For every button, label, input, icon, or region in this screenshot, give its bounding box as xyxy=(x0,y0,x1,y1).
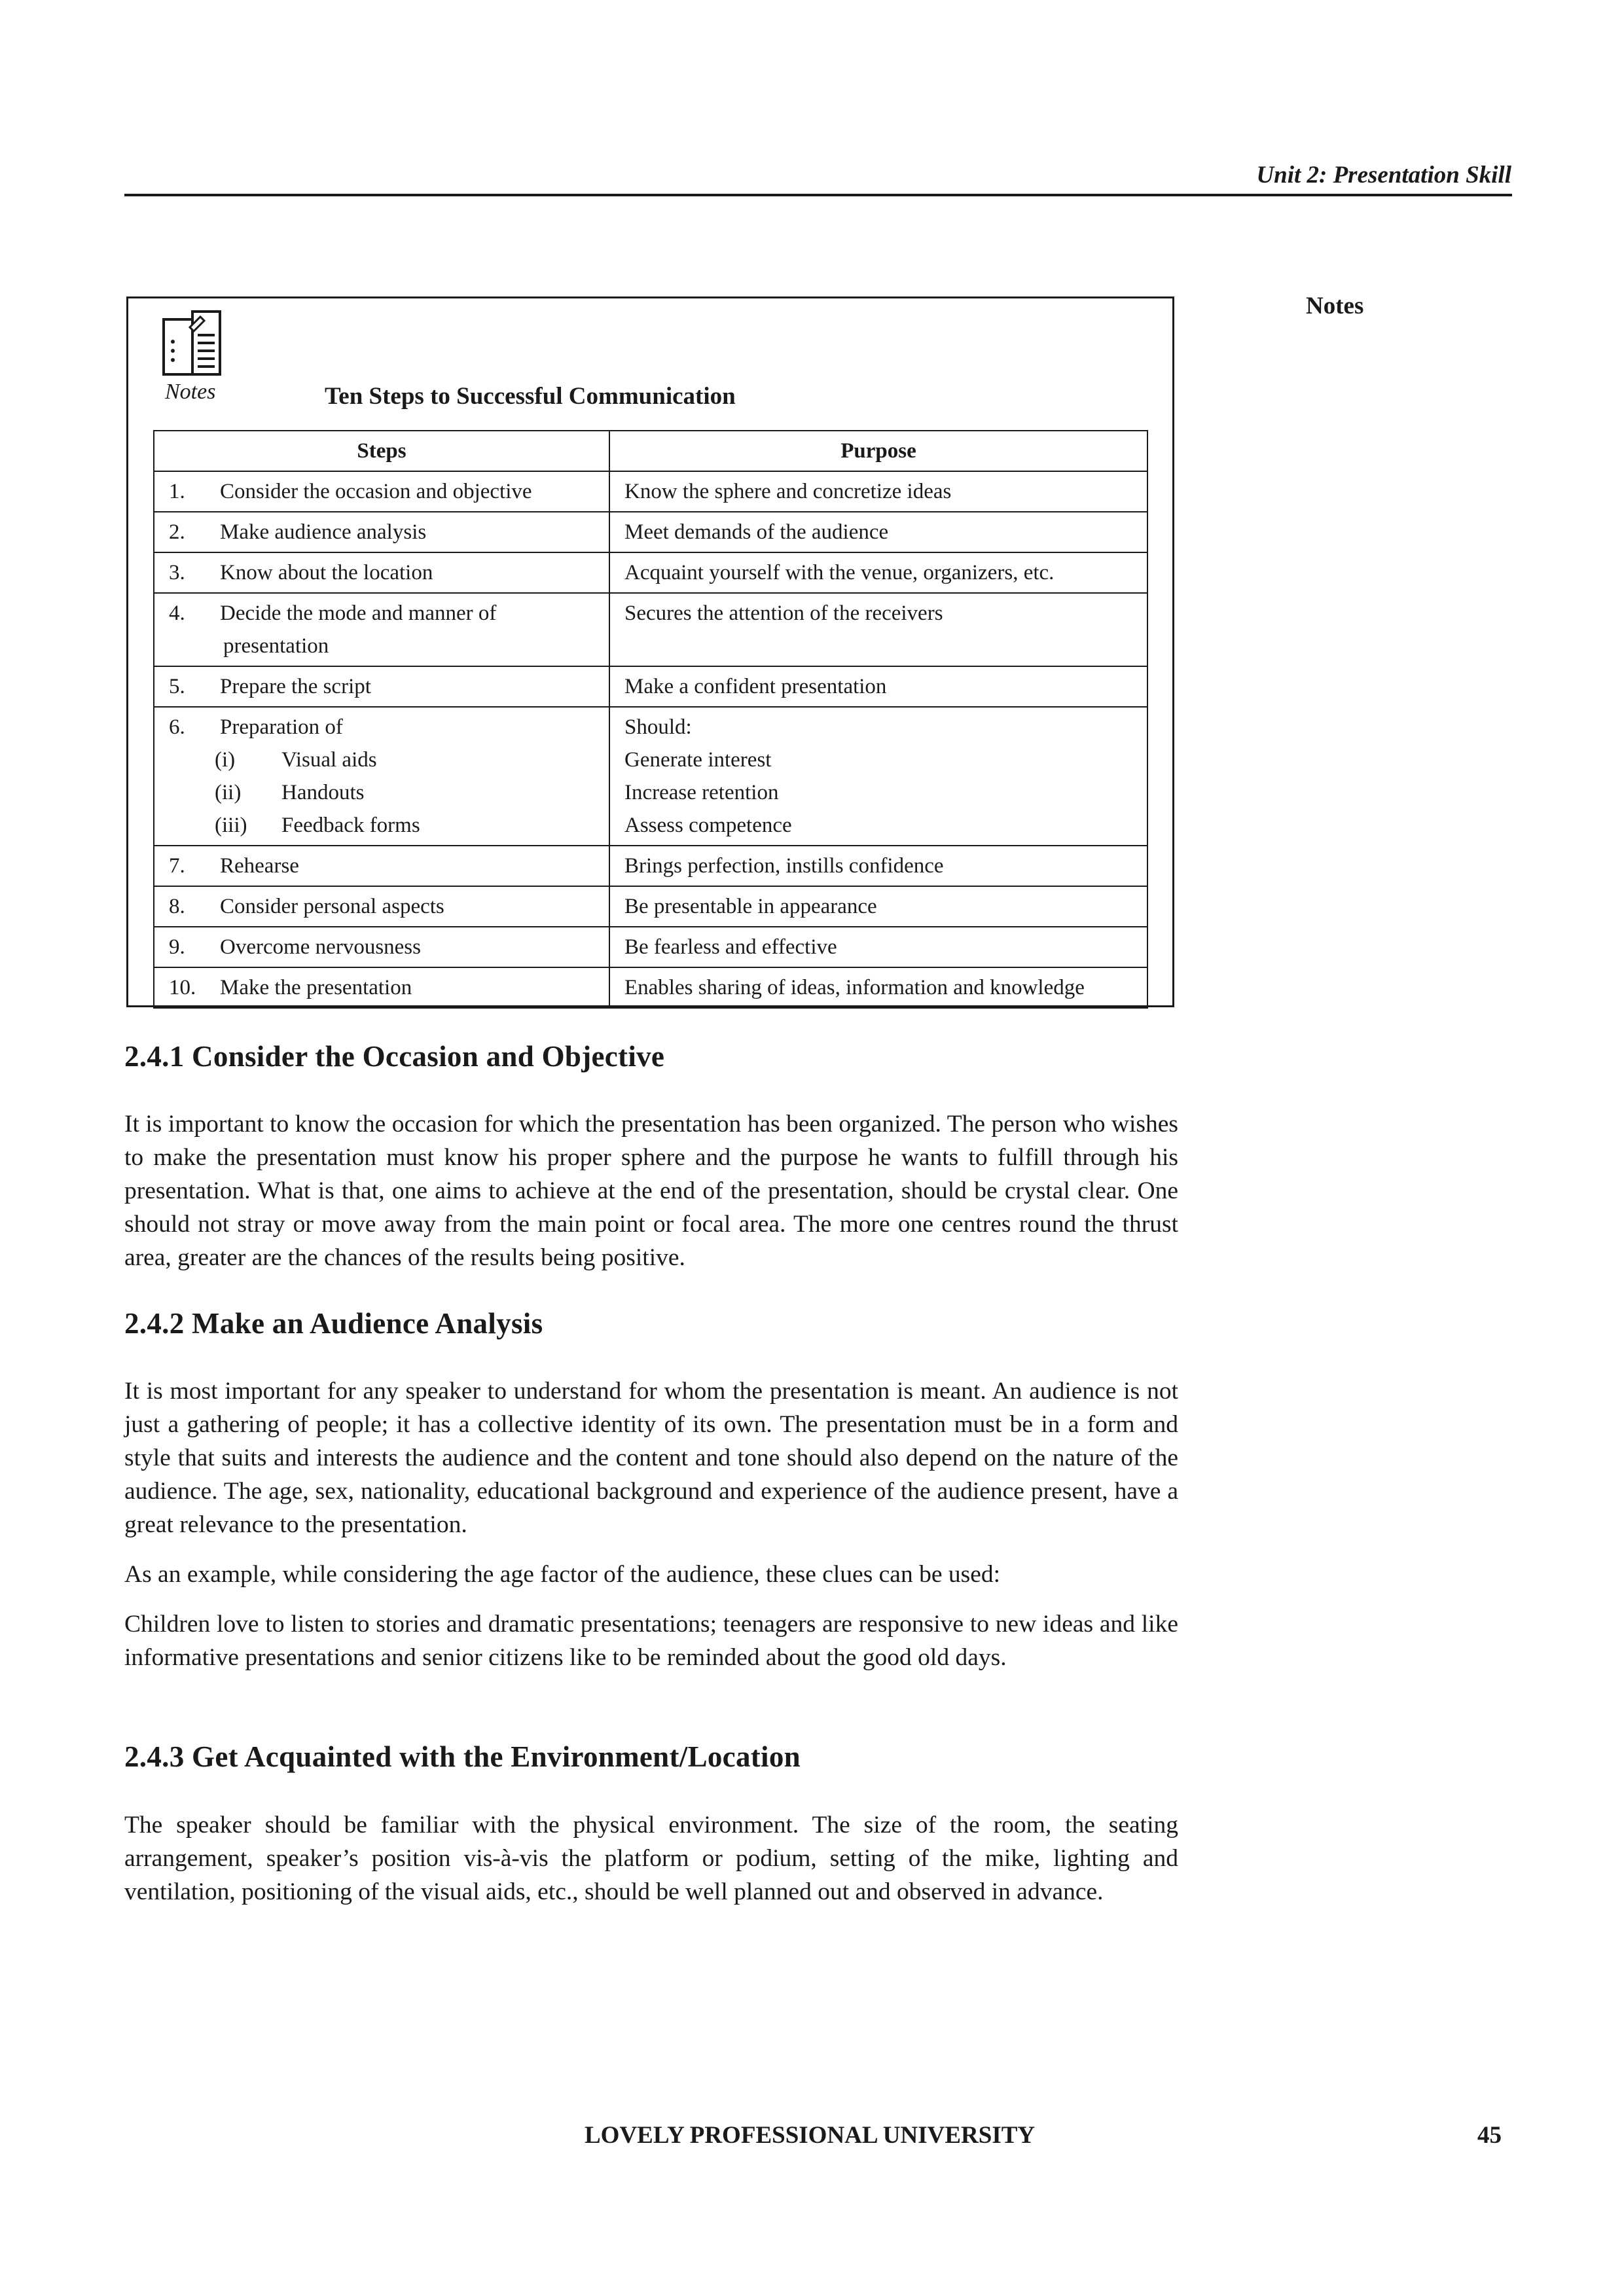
step-text: Prepare the script xyxy=(220,675,371,698)
step-number: 4. xyxy=(169,601,185,625)
purpose-text: Should: xyxy=(624,715,692,739)
section-heading: 2.4.3 Get Acquainted with the Environment/Location xyxy=(124,1740,801,1773)
paragraph: It is important to know the occasion for which the presentation has been organized. The person who wishes to make the presentation must know his proper sphere and the purpose he wants to fulfill through his presentation. What is that, one aims to achieve at the end of the presentation, should be crystal clear. One should not stray or move away from the main point or focal area. The more one centres round the thrust area, greater are the chances of the results being positive. xyxy=(124,1111,1178,1271)
step-text: Rehearse xyxy=(220,854,299,878)
sub-step xyxy=(215,809,594,842)
step-number: 7. xyxy=(169,854,185,878)
step-text: Consider the occasion and objective xyxy=(220,480,532,503)
sub-step xyxy=(215,744,594,776)
table-row xyxy=(154,471,1147,512)
paragraph: The speaker should be familiar with the physical environment. The size of the room, the seating arrangement, speaker’s position vis-à-vis the platform or podium, setting of the mike, lighting and ventilation, positioning of the visual aids, etc., should be well planned out and observed in advance. xyxy=(124,1812,1178,1905)
step-cell xyxy=(154,927,609,967)
table-row xyxy=(154,846,1147,886)
sub-step-numeral: (ii) xyxy=(215,781,242,804)
step-text: Consider personal aspects xyxy=(220,895,444,918)
purpose-cell: Be presentable in appearance xyxy=(609,886,1147,927)
purpose-cell: Meet demands of the audience xyxy=(609,512,1147,552)
section-heading: 2.4.2 Make an Audience Analysis xyxy=(124,1307,543,1340)
step-number: 3. xyxy=(169,561,185,584)
table-header-row xyxy=(154,431,1147,471)
step-number: 5. xyxy=(169,675,185,698)
purpose-cell: Brings perfection, instills confidence xyxy=(609,846,1147,886)
table-row xyxy=(154,666,1147,707)
table-row xyxy=(154,552,1147,593)
step-text: Overcome nervousness xyxy=(220,935,421,959)
purpose-cell: Know the sphere and concretize ideas xyxy=(609,471,1147,512)
table-row xyxy=(154,886,1147,927)
step-text: Make the presentation xyxy=(220,976,412,999)
step-cell xyxy=(154,707,609,846)
sub-step-numeral: (i) xyxy=(215,748,236,772)
sub-purpose-text: Increase retention xyxy=(624,781,779,804)
footer-university: LOVELY PROFESSIONAL UNIVERSITY xyxy=(585,2122,1036,2149)
step-cell xyxy=(154,967,609,1008)
sub-step-text: Visual aids xyxy=(281,748,377,772)
step-cell xyxy=(154,666,609,707)
step-number: 8. xyxy=(169,895,185,918)
table-row xyxy=(154,593,1147,666)
notes-box xyxy=(126,296,1174,1007)
step-text: Know about the location xyxy=(220,561,433,584)
step-cell xyxy=(154,512,609,552)
purpose-cell xyxy=(609,707,1147,846)
header-rule xyxy=(124,194,1512,196)
sub-step-text: Handouts xyxy=(281,781,365,804)
sub-purpose-text: Generate interest xyxy=(624,748,772,772)
table-row xyxy=(154,967,1147,1008)
column-header-steps: Steps xyxy=(154,431,609,471)
footer-page-number: 45 xyxy=(1477,2122,1502,2149)
step-cell xyxy=(154,886,609,927)
step-cell xyxy=(154,552,609,593)
step-text: Decide the mode and manner of xyxy=(220,601,497,625)
sub-step xyxy=(215,776,594,809)
step-number: 9. xyxy=(169,935,185,959)
purpose-cell: Secures the attention of the receivers xyxy=(609,593,1147,666)
purpose-cell: Acquaint yourself with the venue, organizers, etc. xyxy=(609,552,1147,593)
section-heading: 2.4.1 Consider the Occasion and Objective xyxy=(124,1040,665,1073)
purpose-cell: Enables sharing of ideas, information and knowledge xyxy=(609,967,1147,1008)
step-number: 1. xyxy=(169,480,185,503)
sub-step-text: Feedback forms xyxy=(281,814,420,837)
paragraph: It is most important for any speaker to understand for whom the presentation is meant. An audience is not just a gathering of people; it has a collective identity of its own. The presentation must be in a form and style that suits and interests the audience and the content and tone should also depend on the nature of the audience. The age, sex, nationality, educational background and experience of the audience present, have a great relevance to the presentation. xyxy=(124,1378,1178,1538)
step-cell xyxy=(154,471,609,512)
steps-table xyxy=(153,430,1148,1009)
purpose-cell: Make a confident presentation xyxy=(609,666,1147,707)
table-row xyxy=(154,927,1147,967)
step-cell xyxy=(154,593,609,666)
step-cell xyxy=(154,846,609,886)
column-header-purpose: Purpose xyxy=(609,431,1147,471)
step-text: Preparation of xyxy=(220,715,343,739)
purpose-cell: Be fearless and effective xyxy=(609,927,1147,967)
step-text: Make audience analysis xyxy=(220,520,427,544)
notes-icon-label: Notes xyxy=(165,380,216,404)
sub-step-numeral: (iii) xyxy=(215,814,247,837)
paragraph: Children love to listen to stories and dramatic presentations; teenagers are responsive to new ideas and like informative presentations and senior citizens like to be reminded about the good old days. xyxy=(124,1611,1178,1671)
step-number: 10. xyxy=(169,976,196,999)
margin-notes-label: Notes xyxy=(1306,293,1364,319)
notes-icon xyxy=(161,309,224,377)
page-header-title: Unit 2: Presentation Skill xyxy=(1256,162,1511,188)
table-row xyxy=(154,512,1147,552)
step-text-continued: presentation xyxy=(223,634,329,658)
step-number: 6. xyxy=(169,715,185,739)
step-number: 2. xyxy=(169,520,185,544)
notes-box-title: Ten Steps to Successful Communication xyxy=(325,383,736,410)
sub-purpose-text: Assess competence xyxy=(624,814,792,837)
table-row xyxy=(154,707,1147,846)
paragraph: As an example, while considering the age factor of the audience, these clues can be used: xyxy=(124,1561,1001,1588)
